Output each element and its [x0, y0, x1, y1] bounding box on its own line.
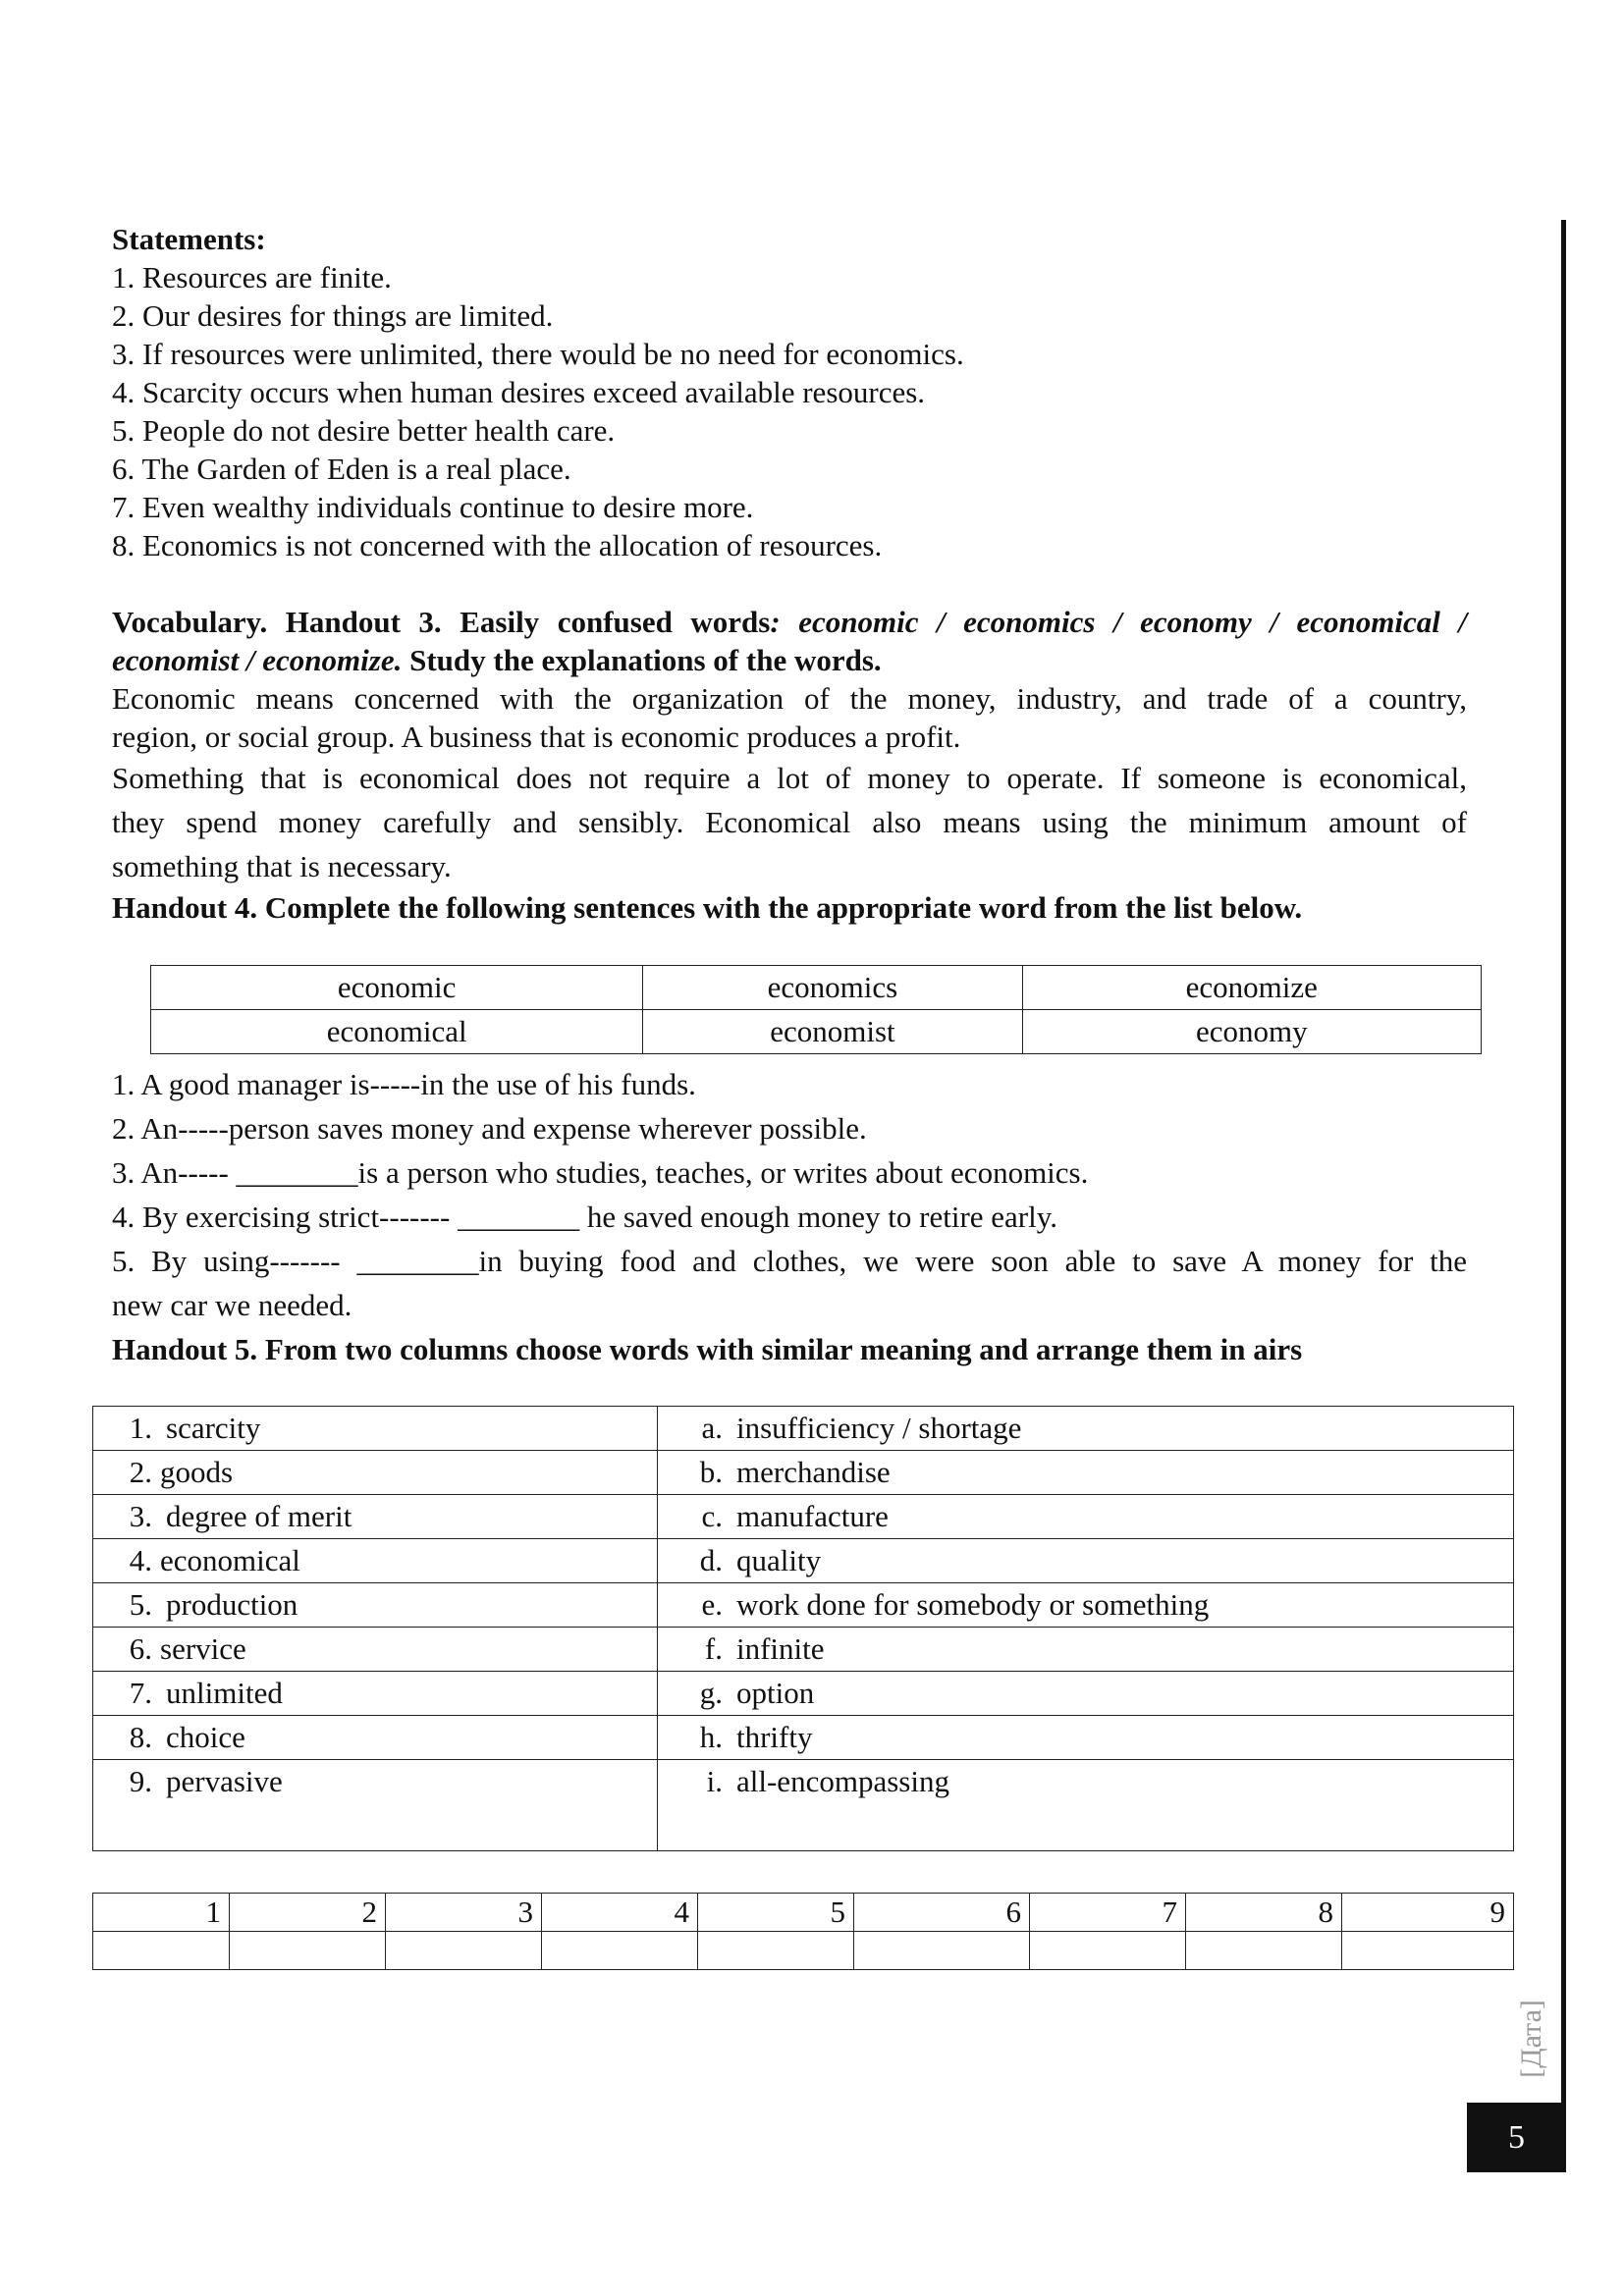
- matching-table: [92, 1406, 1514, 1851]
- left-number: 4.: [129, 1543, 152, 1577]
- margin-rule: [1561, 220, 1566, 2171]
- statement-4: 4. Scarcity occurs when human desires exceed available resources.: [112, 375, 926, 409]
- word-list-row: [151, 966, 1482, 1010]
- right-letter: h.: [699, 1720, 723, 1754]
- table-row: [93, 1672, 1514, 1716]
- right-cell: [658, 1583, 1514, 1628]
- left-cell: [93, 1451, 658, 1495]
- right-letter: e.: [701, 1587, 723, 1622]
- right-letter: b.: [699, 1455, 723, 1489]
- statement-7: 7. Even wealthy individuals continue to desire more.: [112, 490, 754, 524]
- word-cell: economic: [151, 966, 643, 1010]
- handout4-heading: Handout 4. Complete the following sentences with the appropriate word from the list below.: [112, 890, 1303, 925]
- right-letter: i.: [706, 1764, 723, 1798]
- word-cell: economics: [643, 966, 1022, 1010]
- sentence-5-continued: new car we needed.: [112, 1288, 352, 1322]
- answer-table: [92, 1893, 1514, 1970]
- left-cell: [93, 1583, 658, 1628]
- right-word: infinite: [736, 1631, 825, 1666]
- left-word: choice: [166, 1720, 245, 1754]
- statement-2: 2. Our desires for things are limited.: [112, 298, 554, 333]
- table-row: [93, 1628, 1514, 1672]
- table-row: [93, 1539, 1514, 1583]
- right-letter: a.: [701, 1411, 723, 1445]
- statement-8: 8. Economics is not concerned with the allocation of resources.: [112, 528, 883, 562]
- left-cell: [93, 1760, 658, 1851]
- left-number: 2.: [129, 1455, 152, 1489]
- answer-cell[interactable]: [93, 1932, 230, 1970]
- right-word: option: [736, 1676, 815, 1710]
- right-cell: [658, 1760, 1514, 1851]
- date-placeholder-text: [Дата]: [1515, 2000, 1547, 2078]
- answer-cell[interactable]: [1342, 1932, 1514, 1970]
- right-cell: [658, 1716, 1514, 1760]
- word-cell: economize: [1022, 966, 1481, 1010]
- right-letter: g.: [699, 1676, 723, 1710]
- page-content: [112, 220, 1467, 927]
- date-placeholder: [1507, 1993, 1546, 2081]
- economic-explanation: [112, 679, 1467, 756]
- right-cell: [658, 1495, 1514, 1539]
- answer-header-cell: 8: [1186, 1894, 1342, 1932]
- answer-header-cell: 4: [542, 1894, 698, 1932]
- answer-cell[interactable]: [386, 1932, 542, 1970]
- left-number: 1.: [129, 1411, 152, 1445]
- right-word: quality: [736, 1543, 822, 1577]
- left-cell: [93, 1716, 658, 1760]
- answer-header-cell: 5: [698, 1894, 854, 1932]
- sentence-2: 2. An-----person saves money and expense wherever possible.: [112, 1111, 867, 1146]
- left-cell: [93, 1628, 658, 1672]
- left-cell: [93, 1539, 658, 1583]
- table-row: [93, 1407, 1514, 1451]
- left-number: 7.: [129, 1676, 152, 1710]
- left-word: unlimited: [166, 1676, 283, 1710]
- answer-cell[interactable]: [542, 1932, 698, 1970]
- right-word: manufacture: [736, 1499, 889, 1533]
- vocabulary-heading: [112, 603, 1467, 679]
- vocab-words-line2: economist / economize.: [112, 643, 403, 677]
- right-cell: [658, 1451, 1514, 1495]
- left-number: 5.: [129, 1587, 152, 1622]
- left-word: pervasive: [166, 1764, 283, 1798]
- vocab-lead: Vocabulary. Handout 3. Easily confused words: [112, 605, 771, 639]
- right-letter: f.: [704, 1631, 723, 1666]
- page-number: 5: [1467, 2103, 1566, 2172]
- left-word: degree of merit: [166, 1499, 352, 1533]
- right-cell: [658, 1407, 1514, 1451]
- left-number: 8.: [129, 1720, 152, 1754]
- left-number: 6.: [129, 1631, 152, 1666]
- statement-6: 6. The Garden of Eden is a real place.: [112, 452, 571, 486]
- left-number: 3.: [129, 1499, 152, 1533]
- word-cell: economist: [643, 1010, 1022, 1054]
- answer-cell[interactable]: [854, 1932, 1030, 1970]
- economical-explanation-line1: Something that is economical does not require a lot of money to operate. If someone is economical,: [112, 761, 1467, 795]
- right-word: work done for somebody or something: [736, 1587, 1210, 1622]
- answer-header-cell: 6: [854, 1894, 1030, 1932]
- sentence-1: 1. A good manager is-----in the use of his funds.: [112, 1067, 696, 1101]
- statement-1: 1. Resources are finite.: [112, 260, 392, 294]
- word-cell: economical: [151, 1010, 643, 1054]
- left-cell: [93, 1407, 658, 1451]
- left-number: 9.: [129, 1764, 152, 1798]
- table-row: [93, 1583, 1514, 1628]
- word-list-table: [150, 965, 1482, 1054]
- answer-header-cell: 1: [93, 1894, 230, 1932]
- right-letter: d.: [699, 1543, 723, 1577]
- word-cell: economy: [1022, 1010, 1481, 1054]
- sentence-3: 3. An----- ________is a person who studies, teaches, or writes about economics.: [112, 1155, 1089, 1190]
- left-cell: [93, 1672, 658, 1716]
- answer-header-cell: 7: [1030, 1894, 1186, 1932]
- answer-header-row: [93, 1894, 1514, 1932]
- statement-5: 5. People do not desire better health care.: [112, 413, 616, 448]
- vocab-words-line1: : economic / economics / economy / economical /: [770, 605, 1467, 639]
- answer-cell[interactable]: [230, 1932, 386, 1970]
- word-list-row: [151, 1010, 1482, 1054]
- table-row: [93, 1495, 1514, 1539]
- sentence-4: 4. By exercising strict------- ________ he saved enough money to retire early.: [112, 1200, 1057, 1234]
- right-cell: [658, 1628, 1514, 1672]
- handout4-sentences: [112, 1062, 1487, 1371]
- economic-explanation-line1: Economic means concerned with the organization of the money, industry, and trade of a country,: [112, 681, 1467, 716]
- answer-cell[interactable]: [1030, 1932, 1186, 1970]
- vocab-instruction: Study the explanations of the words.: [402, 643, 882, 677]
- answer-header-cell: 2: [230, 1894, 386, 1932]
- right-cell: [658, 1672, 1514, 1716]
- left-word: goods: [160, 1455, 234, 1489]
- right-letter: c.: [701, 1499, 723, 1533]
- table-row: [93, 1760, 1514, 1851]
- right-cell: [658, 1539, 1514, 1583]
- right-word: thrifty: [736, 1720, 813, 1754]
- sentence-5: 5. By using------- ________in buying food and clothes, we were soon able to save A money for the: [112, 1244, 1467, 1278]
- answer-header-cell: 9: [1342, 1894, 1514, 1932]
- left-word: economical: [160, 1543, 300, 1577]
- table-row: [93, 1716, 1514, 1760]
- statements-heading: Statements:: [112, 222, 266, 256]
- answer-header-cell: 3: [386, 1894, 542, 1932]
- answer-cell[interactable]: [1186, 1932, 1342, 1970]
- handout5-heading: Handout 5. From two columns choose words with similar meaning and arrange them in airs: [112, 1332, 1303, 1366]
- economical-explanation-line2: they spend money carefully and sensibly. Economical also means using the minimum amount of: [112, 805, 1467, 839]
- table-row: [93, 1451, 1514, 1495]
- economical-explanation-line3: something that is necessary.: [112, 849, 452, 883]
- left-cell: [93, 1495, 658, 1539]
- left-word: service: [160, 1631, 246, 1666]
- answer-cell[interactable]: [698, 1932, 854, 1970]
- statement-3: 3. If resources were unlimited, there would be no need for economics.: [112, 337, 964, 371]
- right-word: insufficiency / shortage: [736, 1411, 1022, 1445]
- right-word: all-encompassing: [736, 1764, 949, 1798]
- economical-explanation: [112, 756, 1467, 888]
- right-word: merchandise: [736, 1455, 891, 1489]
- left-word: production: [166, 1587, 298, 1622]
- left-word: scarcity: [166, 1411, 261, 1445]
- economic-explanation-line2: region, or social group. A business that is economic produces a profit.: [112, 720, 961, 754]
- answer-input-row: [93, 1932, 1514, 1970]
